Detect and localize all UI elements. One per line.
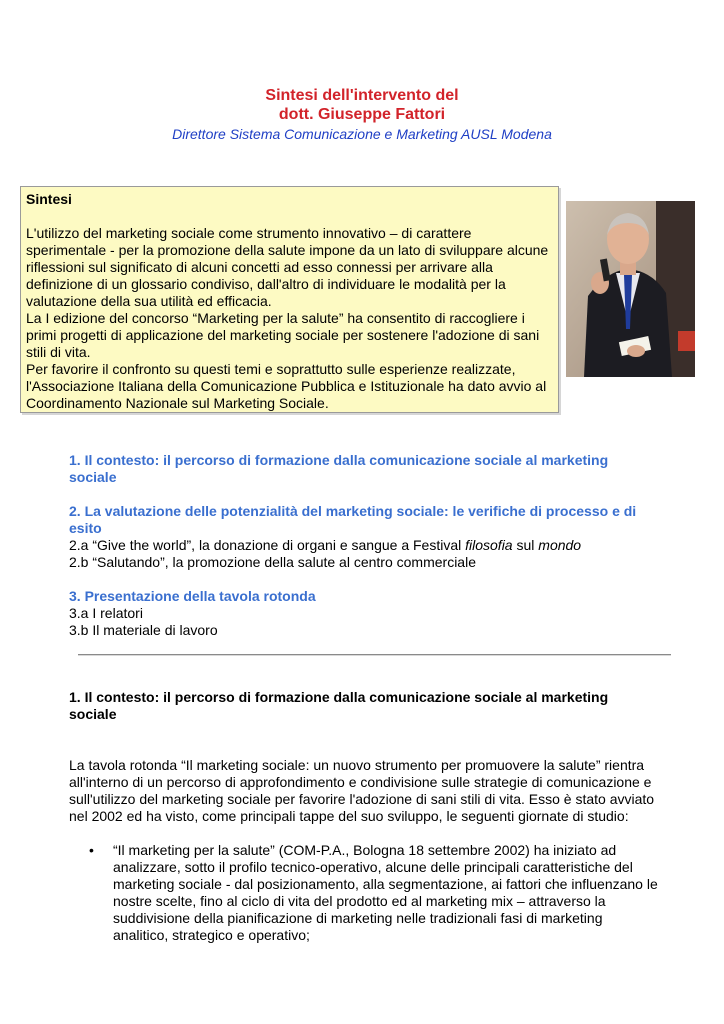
section-title: 1. Il contesto: il percorso di formazione dalla comunicazione sociale al marketing sociale xyxy=(69,689,609,722)
toc-heading-3: 3. Presentazione della tavola rotonda xyxy=(69,588,316,604)
document-header xyxy=(0,86,724,143)
toc-heading-2: 2. La valutazione delle potenzialità del marketing sociale: le verifiche di processo e di esito xyxy=(69,503,637,536)
title-line-2: dott. Giuseppe Fattori xyxy=(278,106,446,123)
toc-item-2b: 2.b “Salutando”, la promozione della salute al centro commerciale xyxy=(69,554,476,570)
summary-paragraph: Per favorire il confronto su questi temi e soprattutto sulle esperienze realizzate, l'Associazione Italiana della Comunicazione Pubblica e Istituzionale ha dato avvio al Coordinamento Nazionale sul Marketing Sociale. xyxy=(26,361,547,411)
title-line-1: Sintesi dell'intervento del xyxy=(265,87,459,104)
toc-heading-1: 1. Il contesto: il percorso di formazione dalla comunicazione sociale al marketing sociale xyxy=(69,452,609,485)
list-item-text: “Il marketing per la salute” (COM-P.A., Bologna 18 settembre 2002) ha iniziato ad analizzare, sotto il profilo tecnico-operativo, alcune delle principali caratteristiche del marketing sociale - dal posizionamento, alla segmentazione, ai fattori che influenzano le nostre scelte, fino al ciclo di vita del prodotto ed al marketing mix – attraverso la suddivisione della pianificazione di marketing nelle tradizionali fasi di marketing analitico, strategico e operativo; xyxy=(113,842,658,943)
section-1 xyxy=(69,689,659,944)
speaker-photo xyxy=(566,201,695,377)
subtitle: Direttore Sistema Comunicazione e Marketing AUSL Modena xyxy=(172,126,552,142)
summary-paragraph: La I edizione del concorso “Marketing per la salute” ha consentito di raccogliere i primi progetti di applicazione del marketing sociale per sostenere l'adozione di sani stili di vita. xyxy=(26,310,540,360)
bullet-list xyxy=(69,842,659,944)
summary-box xyxy=(20,186,559,413)
summary-paragraph: L'utilizzo del marketing sociale come strumento innovativo – di carattere sperimentale - per la promozione della salute impone da un lato di sviluppare alcune riflessioni sul significato di alcuni concetti ad esso connessi per arrivare alla definizione di un glossario condiviso, dall'altro di individuare le modalità per la valutazione della sua utilità ed efficacia. xyxy=(26,225,549,309)
toc-item-3a: 3.a I relatori xyxy=(69,605,143,621)
section-intro: La tavola rotonda “Il marketing sociale: un nuovo strumento per promuovere la salute” rientra all'interno di un percorso di approfondimento e condivisione sulle strategie di comunicazione e sull'utilizzo del marketing sociale per favorire l'adozione di sani stili di vita. Esso è stato avviato nel 2002 ed ha visto, come principali tappe del suo sviluppo, le seguenti giornate di studio: xyxy=(69,757,655,824)
horizontal-divider xyxy=(78,654,671,656)
toc-item-3b: 3.b Il materiale di lavoro xyxy=(69,622,218,638)
list-item xyxy=(69,842,659,944)
bullet-icon: • xyxy=(89,842,94,858)
table-of-contents xyxy=(69,452,659,639)
summary-heading: Sintesi xyxy=(26,191,72,207)
speaker-photo-image xyxy=(566,201,695,377)
summary-text xyxy=(26,225,553,412)
toc-item-2a: 2.a “Give the world”, la donazione di organi e sangue a Festival filosofia sul mondo xyxy=(69,537,582,553)
